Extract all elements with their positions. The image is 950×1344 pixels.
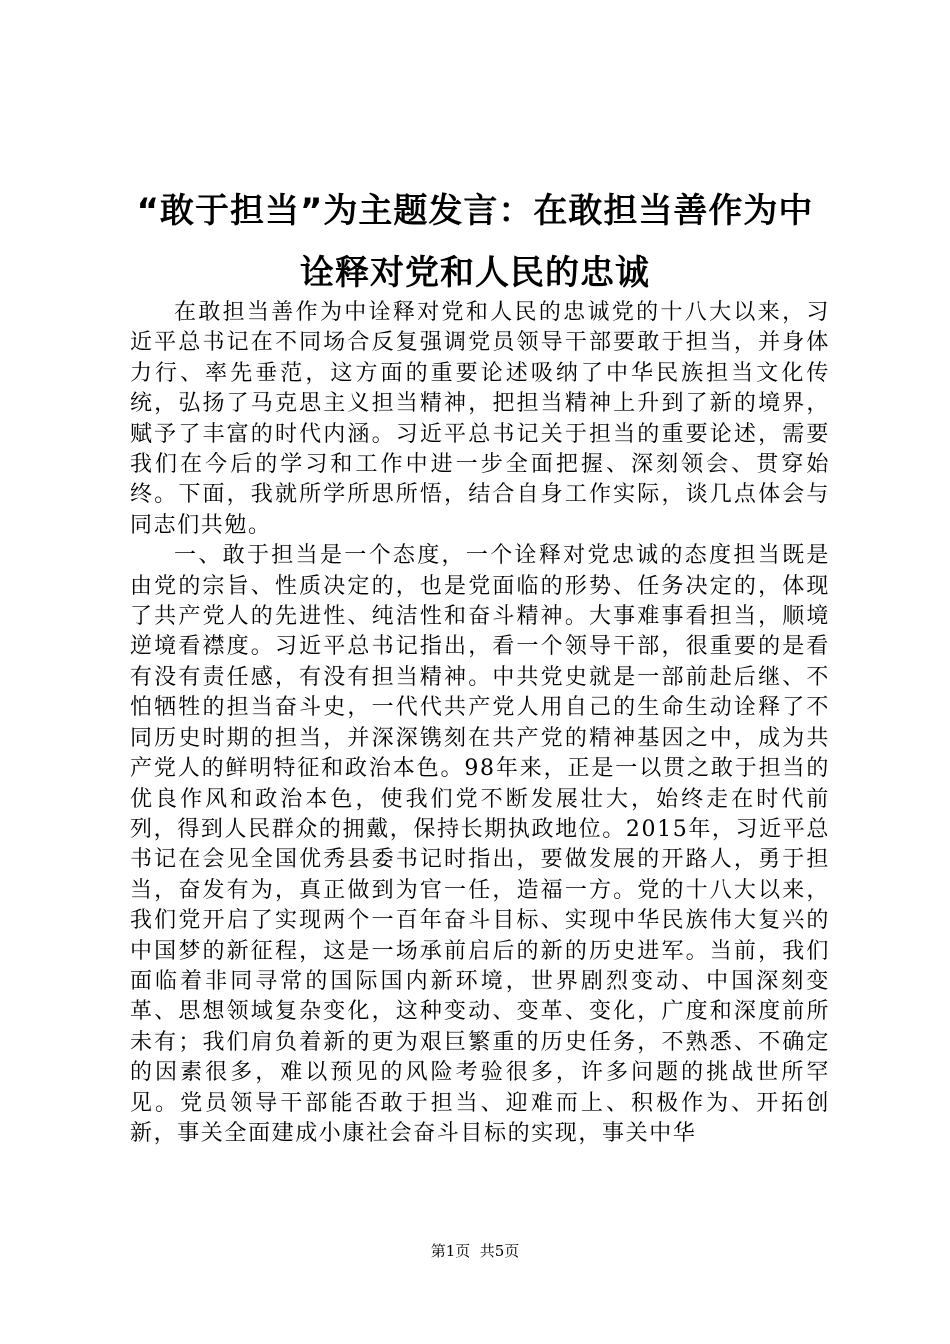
page-number: 第1页 共5页 [430,1242,520,1260]
paragraph-section-1: 一、敢于担当是一个态度，一个诠释对党忠诚的态度担当既是由党的宗旨、性质决定的，也是党面临的形势、任务决定的，体现了共产党人的先进性、纯洁性和奋斗精神。大事难事看担当，顺境逆境看襟度。习近平总书记指出，看一个领导干部，很重要的是看有没有责任感，有没有担当精神。中共党史就是一部前赴后继、不怕牺牲的担当奋斗史，一代代共产党人用自己的生命生动诠释了不同历史时期的担当，并深深镌刻在共产党的精神基因之中，成为共产党人的鲜明特征和政治本色。98年来，正是一以贯之敢于担当的优良作风和政治本色，使我们党不断发展壮大，始终走在时代前列，得到人民群众的拥戴，保持长期执政地位。2015年，习近平总书记在会见全国优秀县委书记时指出，要做发展的开路人，勇于担当，奋发有为，真正做到为官一任，造福一方。党的十八大以来，我们党开启了实现两个一百年奋斗目标、实现中华民族伟大复兴的中国梦的新征程，这是一场承前启后的新的历史进军。当前，我们面临着非同寻常的国际国内新环境，世界剧烈变动、中国深刻变革、思想领域复杂变化，这种变动、变革、变化，广度和深度前所未有；我们肩负着新的更为艰巨繁重的历史任务，不熟悉、不确定的因素很多，难以预见的风险考验很多，许多问题的挑战世所罕见。党员领导干部能否敢于担当、迎难而上、积极作为、开拓创新，事关全面建成小康社会奋斗目标的实现，事关中华 [130,543,830,1146]
document-title [120,180,830,304]
title-line-2: 诠释对党和人民的忠诚 [300,253,650,293]
page-footer [0,1241,950,1261]
document-body [130,298,830,1149]
title-line-1: “敢于担当”为主题发言：在敢担当善作为中 [136,191,814,231]
paragraph-intro: 在敢担当善作为中诠释对党和人民的忠诚党的十八大以来，习近平总书记在不同场合反复强调党员领导干部要敢于担当，并身体力行、率先垂范，这方面的重要论述吸纳了中华民族担当文化传统，弘扬了马克思主义担当精神，把担当精神上升到了新的境界，赋予了丰富的时代内涵。习近平总书记关于担当的重要论述，需要我们在今后的学习和工作中进一步全面把握、深刻领会、贯穿始终。下面，我就所学所思所悟，结合自身工作实际，谈几点体会与同志们共勉。 [130,300,830,538]
